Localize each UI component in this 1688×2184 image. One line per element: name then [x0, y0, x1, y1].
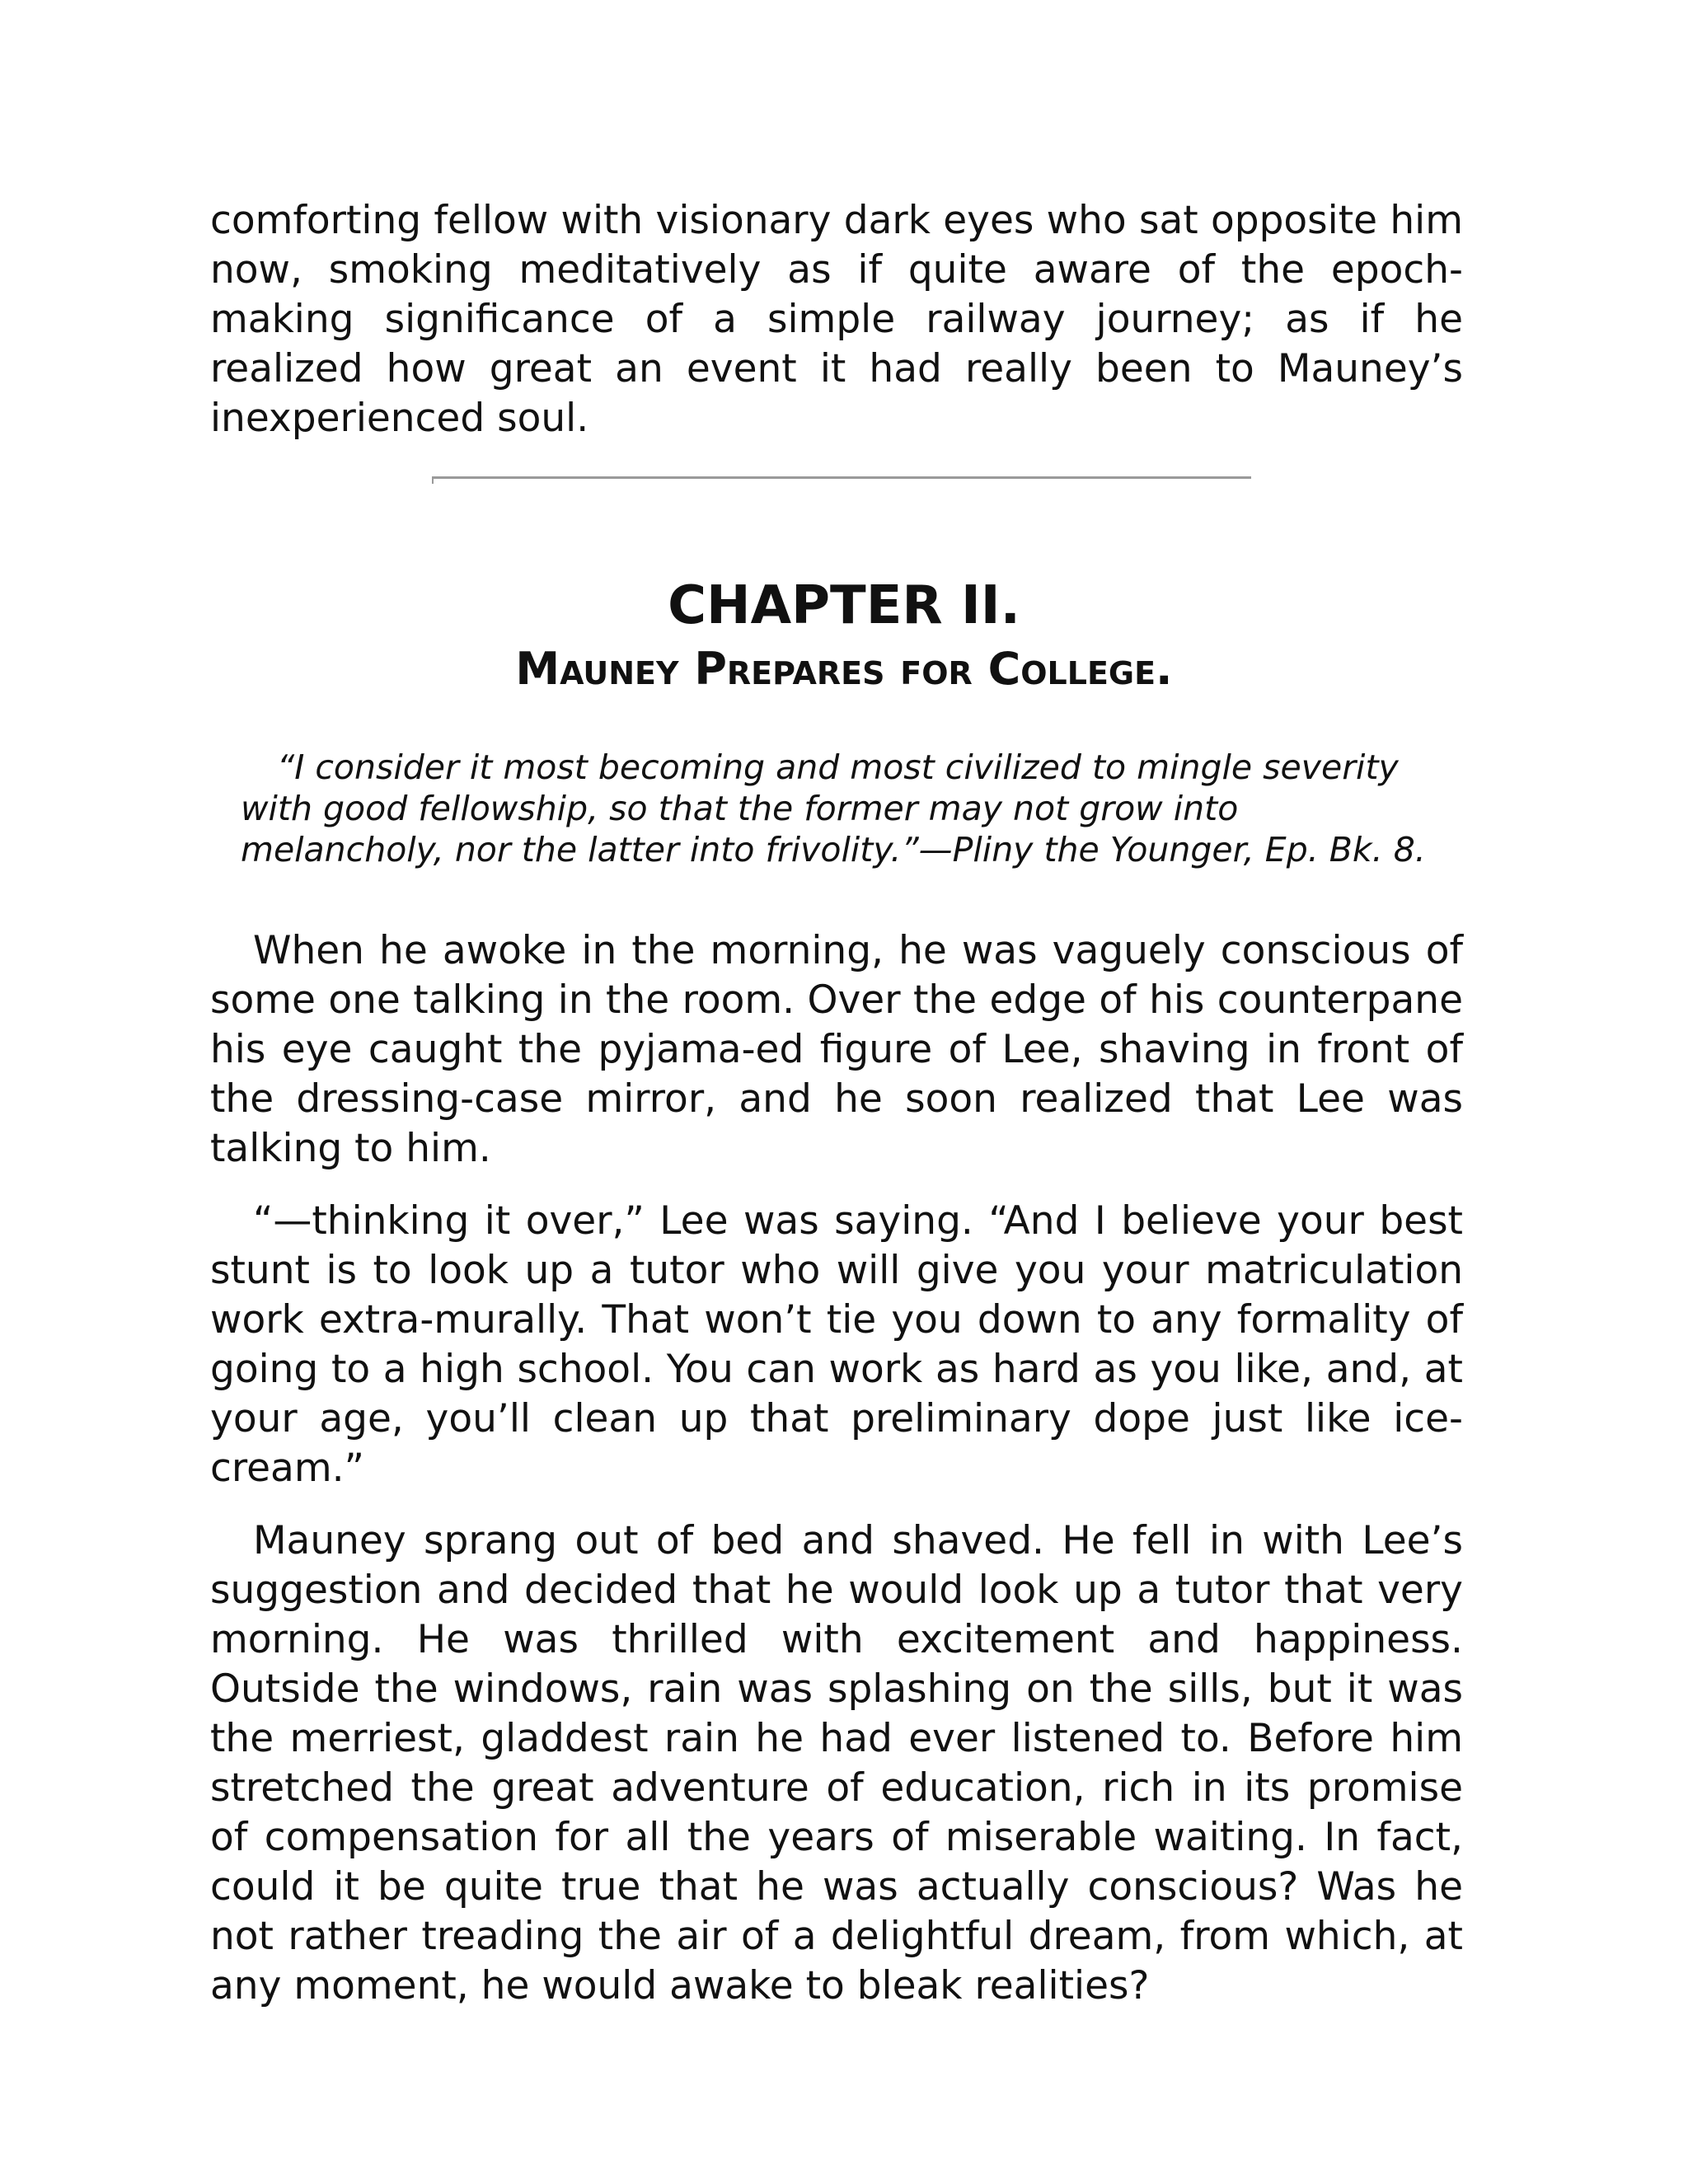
chapter-subtitle: Mauney Prepares for College. [515, 643, 1173, 695]
epigraph: “I consider it most becoming and most civilized to mingle severity with good fellowship, so that the former may not grow into melancholy, nor the latter into frivolity.”—Pliny the Younger, Ep. Bk. 8. [241, 748, 1426, 869]
opening-paragraph: comforting fellow with visionary dark eyes who sat opposite him now, smoking meditatively as if quite aware of the epoch-making significance of a simple railway journey; as if he realized how great an event it had really been to Mauney’s inexperienced soul. [210, 198, 1463, 441]
body-paragraph: “—thinking it over,” Lee was saying. “And I believe your best stunt is to look up a tutor who will give you your matriculation work extra-murally. That won’t tie you down to any formality of going to a high school. You can work as hard as you like, and, at your age, you’ll clean up that preliminary dope just like ice-cream.” [210, 1198, 1463, 1491]
body-paragraph: When he awoke in the morning, he was vaguely conscious of some one talking in the room. Over the edge of his counterpane his eye caught the pyjama-ed figure of Lee, shaving in front of the dressing-case mirror, and he soon realized that Lee was talking to him. [210, 928, 1463, 1171]
opening-section [210, 196, 1463, 443]
body-paragraph: Mauney sprang out of bed and shaved. He fell in with Lee’s suggestion and decided that he would look up a tutor that very morning. He was thrilled with excitement and happiness. Outside the windows, rain was splashing on the sills, but it was the merriest, gladdest rain he had ever listened to. Before him stretched the great adventure of education, rich in its promise of compensation for all the years of miserable waiting. In fact, could it be quite true that he was actually conscious? Was he not rather treading the air of a delightful dream, from which, at any moment, he would awake to bleak realities? [210, 1518, 1463, 2008]
section-divider [432, 476, 1251, 479]
chapter-title: CHAPTER II. [668, 575, 1020, 636]
chapter-body [210, 926, 1463, 2011]
